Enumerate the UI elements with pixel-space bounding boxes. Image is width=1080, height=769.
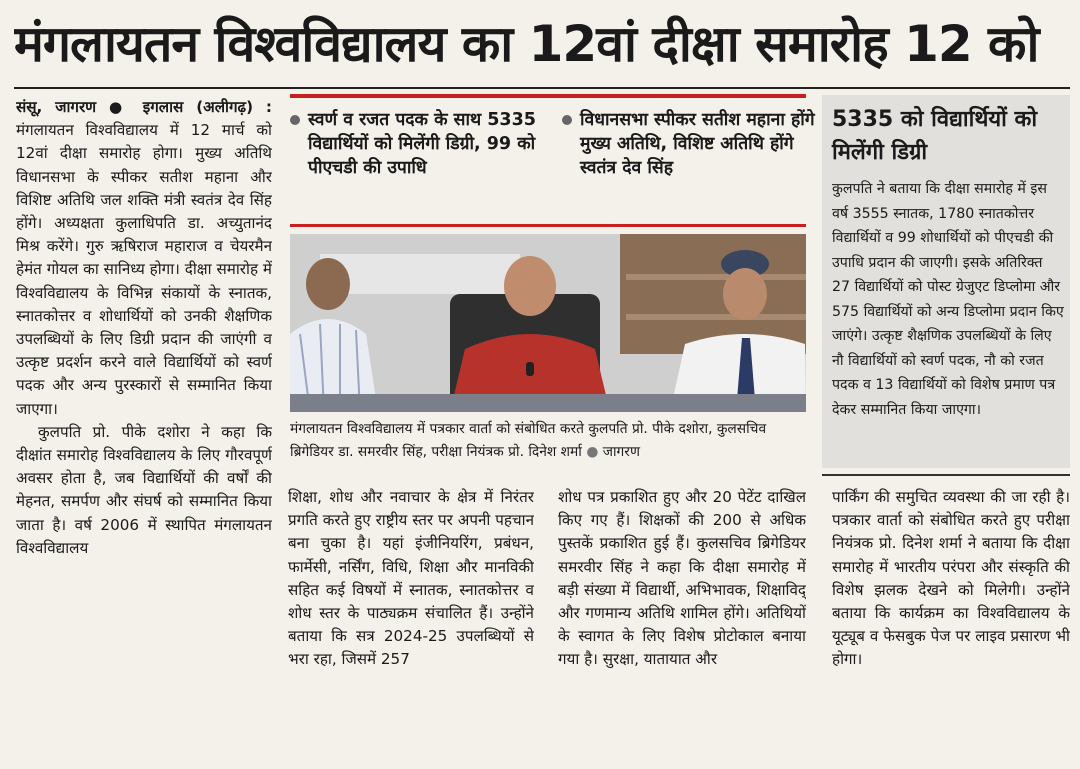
highlight-red-rule xyxy=(290,94,806,98)
sidebar-bottom-rule xyxy=(822,474,1070,476)
highlight-2: विधानसभा स्पीकर सतीश महाना होंगे मुख्य अतिथि, विशिष्ट अतिथि होंगे स्वतंत्र देव सिंह xyxy=(562,108,820,220)
press-conference-photo xyxy=(290,234,806,412)
article-column-2: शिक्षा, शोध और नवाचार के क्षेत्र में निरंतर प्रगति करते हुए राष्ट्रीय स्तर पर अपनी पहचान बना चुका है। यहां इंजीनियरिंग, प्रबंधन, फार्मेसी, नर्सिंग, विधि, शिक्षा और मानविकी सहित कई विषयों में स्नातक, स्नातकोत्तर व शोध स्तर के पाठ्यक्रम संचालित हैं। उन्होंने बताया कि सत्र 2024-25 उपलब्धियों से भरा रहा, जिसमें 257 xyxy=(288,488,534,669)
bullet-icon xyxy=(562,115,572,125)
highlight-red-rule-bottom xyxy=(290,224,806,227)
sidebar-box xyxy=(822,95,1070,468)
article-column-1 xyxy=(16,96,272,746)
caption-credit: जागरण xyxy=(602,444,640,460)
article-column-3: शोध पत्र प्रकाशित हुए और 20 पेटेंट दाखिल किए गए हैं। शिक्षकों की 200 से अधिक पुस्तकें प्रकाशित हुई हैं। कुलसचिव ब्रिगेडियर समरवीर सिंह ने कहा कि दीक्षा समारोह में बड़ी संख्या में विद्यार्थी, अभिभावक, शिक्षाविद् और गणमान्य अतिथि शामिल होंगे। अतिथियों के स्वागत के लिए विशेष प्रोटोकाल बनाया गया है। सुरक्षा, यातायात और xyxy=(558,488,806,669)
headline-rule xyxy=(14,87,1070,89)
article-column-4: पार्किंग की समुचित व्यवस्था की जा रही है। पत्रकार वार्ता को संबोधित करते हुए परीक्षा नियंत्रक प्रो. दिनेश शर्मा ने बताया कि दीक्षा समारोह में भारतीय परंपरा और संस्कृति की विशेष झलक देखने को मिलेगी। उन्होंने बताया कि कार्यक्रम का विश्वविद्यालय के यूट्यूब व फेसबुक पेज पर लाइव प्रसारण भी होगा। xyxy=(832,488,1070,669)
press-conference-illustration xyxy=(290,234,806,412)
article-paragraph-1: संसू, जागरण ● इगलास (अलीगढ़) : मंगलायतन विश्वविद्यालय में 12 मार्च को 12वां दीक्षा समारोह होगा। मुख्य अतिथि विधानसभा के स्पीकर सतीश महाना और विशिष्ट अतिथि जल शक्ति मंत्री स्वतंत्र देव सिंह होंगे। अध्यक्षता कुलाधिपति डा. अच्युतानंद मिश्र करेंगे। गुरु ऋषिराज महाराज व चेयरमैन हेमंत गोयल का सानिध्य होगा। दीक्षा समारोह में विश्वविद्यालय के विभिन्न संकायों के स्नातक, स्नातकोत्तर व शोधार्थियों को उनकी शैक्षणिक उपलब्धियों के लिए डिग्री प्रदान की जाएंगी व उत्कृष्ट प्रदर्शन करने वाले विद्यार्थियों को स्वर्ण पदक और अन्य पुरस्कारों से सम्मानित किया जाएगा। xyxy=(16,98,272,418)
sidebar-heading: 5335 को विद्यार्थियों को मिलेंगी डिग्री xyxy=(832,107,1038,165)
highlight-1: स्वर्ण व रजत पदक के साथ 5335 विद्यार्थियों को मिलेंगी डिग्री, 99 को पीएचडी की उपाधि xyxy=(290,108,548,220)
bullet-icon xyxy=(290,115,300,125)
article-paragraph-2: कुलपति प्रो. पीके दशोरा ने कहा कि दीक्षांत समारोह विश्वविद्यालय के लिए गौरवपूर्ण अवसर होता है, जब विद्यार्थियों की वर्षों की मेहनत, समर्पण और संघर्ष को सम्मानित किया जाता है। वर्ष 2006 में स्थापित मंगलायतन विश्वविद्यालय xyxy=(16,422,272,557)
sidebar-body: कुलपति ने बताया कि दीक्षा समारोह में इस वर्ष 3555 स्नातक, 1780 स्नातकोत्तर विद्यार्थियों व 99 शोधार्थियों को पीएचडी की उपाधि प्रदान की जाएगी। इसके अतिरिक्त 27 विद्यार्थियों को पोस्ट ग्रेजुएट डिप्लोमा और 575 विद्यार्थियों को अन्य डिप्लोमा प्रदान किए जाएंगे। उत्कृष्ट शैक्षणिक उपलब्धियों के लिए नौ विद्यार्थियों को स्वर्ण पदक, नौ को रजत पदक व 13 विद्यार्थियों को विशेष प्रमाण पत्र देकर सम्मानित किया जाएगा। xyxy=(832,181,1064,418)
caption-dot-icon: ● xyxy=(586,444,599,460)
photo-caption: मंगलायतन विश्वविद्यालय में पत्रकार वार्ता को संबोधित करते कुलपति प्रो. पीके दशोरा, कुलसचिव ब्रिगेडियर डा. समरवीर सिंह, परीक्षा नियंत्रक प्रो. दिनेश शर्मा ● जागरण xyxy=(290,421,767,460)
dateline: संसू, जागरण ● इगलास (अलीगढ़) : xyxy=(16,98,272,116)
headline: मंगलायतन विश्वविद्यालय का 12वां दीक्षा समारोह 12 को xyxy=(14,15,1039,73)
